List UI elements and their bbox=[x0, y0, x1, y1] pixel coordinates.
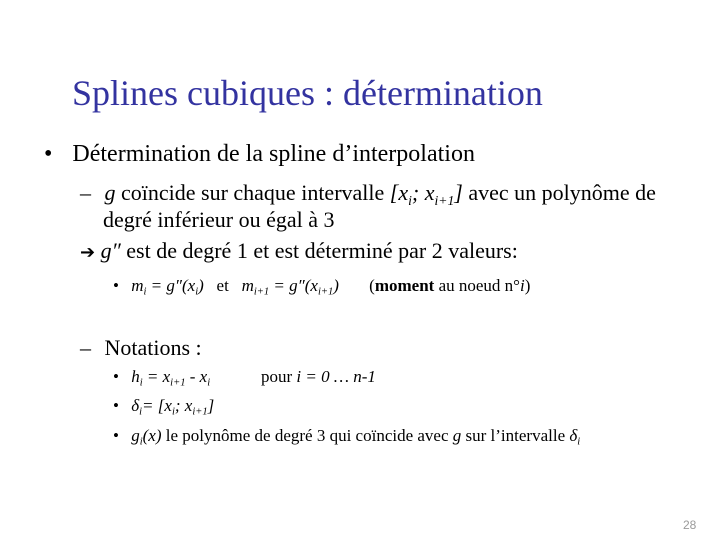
bullet-marker: • bbox=[113, 276, 119, 295]
sub-bullet-notations bbox=[80, 335, 202, 361]
var-gpp: g″ bbox=[100, 238, 121, 263]
pour-range: pour i = 0 … n-1 bbox=[261, 367, 376, 386]
page-number: 28 bbox=[683, 518, 697, 532]
sub-bullet-line2: degré inférieur ou égal à 3 bbox=[103, 207, 335, 232]
interval: [$x_i$; $x_{i+1}$] bbox=[389, 180, 463, 208]
text: est de degré 1 et est déterminé par 2 valeurs: bbox=[120, 238, 518, 263]
text: coïncide sur chaque intervalle bbox=[115, 180, 390, 205]
bullet-marker: • bbox=[44, 141, 53, 167]
arrow-icon: ➔ bbox=[80, 242, 96, 263]
bullet-text: Détermination de la spline d’interpolation bbox=[72, 141, 475, 167]
notation-delta bbox=[113, 396, 214, 416]
var-g: g bbox=[104, 180, 116, 205]
dash-marker: – bbox=[80, 335, 91, 360]
bullet-marker: • bbox=[113, 396, 119, 415]
h-definition: $h_i = x_{i+1} - x_i$ bbox=[131, 367, 211, 389]
bullet-marker: • bbox=[113, 426, 119, 445]
implication-line bbox=[80, 238, 518, 264]
gi-definition: $g_i(x)$ le polynôme de degré 3 qui coïncide avec g sur l’intervalle $\delta_i$ bbox=[131, 426, 581, 448]
bullet-marker: • bbox=[113, 367, 119, 386]
notation-gi bbox=[113, 426, 580, 446]
moment-note: (moment au noeud n°i) bbox=[369, 276, 531, 295]
slide-title: Splines cubiques : détermination bbox=[72, 73, 543, 113]
notations-label: Notations : bbox=[104, 335, 202, 360]
moments-bullet bbox=[113, 276, 530, 296]
m-i: $m_i = g''(x_i)$ bbox=[131, 276, 204, 298]
notation-h bbox=[113, 367, 376, 389]
text: avec un polynôme de bbox=[462, 180, 656, 205]
et-text: et bbox=[203, 276, 242, 295]
delta-definition: $\delta_i= [x_i$; $x_{i+1}$] bbox=[131, 396, 215, 418]
sub-bullet-coincide bbox=[80, 180, 656, 206]
dash-marker: – bbox=[80, 180, 91, 205]
bullet-determination bbox=[44, 141, 475, 168]
m-ip1: $m_{i+1} = g''(x_{i+1})$ bbox=[241, 276, 339, 298]
